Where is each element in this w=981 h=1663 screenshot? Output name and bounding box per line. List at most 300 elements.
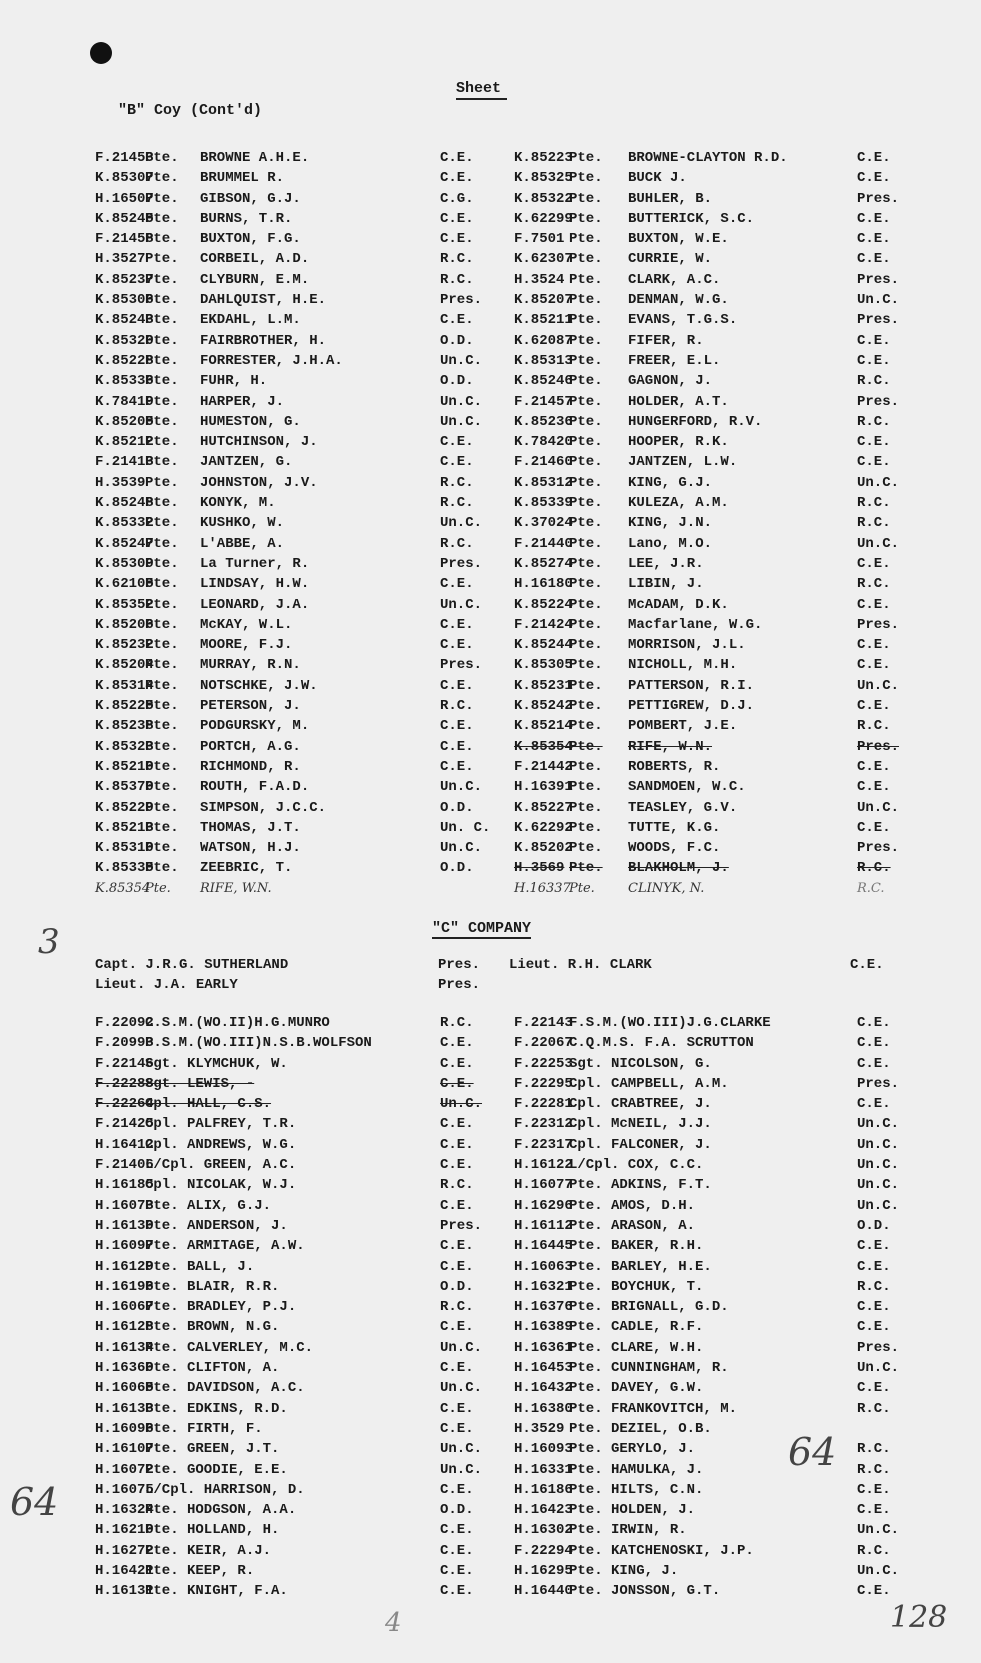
rank: Pte.: [145, 210, 179, 227]
rank: Pte.: [145, 434, 179, 451]
rank: Pte.: [569, 677, 603, 694]
rank: Pte.: [569, 373, 603, 390]
rank: Pte.: [569, 576, 603, 593]
service-no: F.22092: [95, 1015, 154, 1031]
service-no: K.85335: [95, 860, 154, 877]
name: MORRISON, J.L.: [628, 637, 746, 654]
roster-row: [0, 495, 981, 515]
roster-row: [0, 637, 981, 657]
rank-name: Pte. CALVERLEY, M.C.: [145, 1339, 314, 1356]
service-no: H.16180: [514, 576, 573, 593]
service-no: K.85244: [514, 637, 573, 654]
roster-row: [0, 1177, 981, 1197]
religion: C.E.: [857, 251, 891, 268]
service-no: H.16077: [514, 1177, 573, 1194]
religion: Pres.: [440, 292, 483, 309]
c-company-officers: [0, 957, 981, 997]
rank-name: Pte. BARLEY, H.E.: [569, 1258, 712, 1275]
religion: Pres.: [857, 312, 900, 329]
rank-name: L/Cpl. COX, C.C.: [569, 1157, 704, 1174]
religion: C.E.: [440, 1400, 474, 1417]
religion: R.C.: [440, 474, 474, 491]
roster-row: [0, 1380, 981, 1400]
rank: Pte.: [145, 251, 179, 268]
service-no: F.21406: [95, 1157, 154, 1174]
roster-row: [0, 292, 981, 312]
religion: C.E.: [857, 1299, 891, 1316]
service-no: H.16134: [95, 1339, 154, 1356]
name: SANDMOEN, W.C.: [628, 779, 746, 796]
service-no: H.16331: [514, 1461, 573, 1478]
rank: Pte.: [569, 718, 603, 735]
service-no: F.22294: [514, 1542, 573, 1559]
rank-name: Cpl. CRABTREE, J.: [569, 1096, 712, 1113]
roster-row: [0, 1563, 981, 1583]
name: EVANS, T.G.S.: [628, 312, 738, 329]
religion: Un.C.: [440, 1096, 483, 1113]
rank-name: Pte. DAVEY, G.W.: [569, 1380, 704, 1397]
service-no: F.22317: [514, 1136, 573, 1153]
religion: O.D.: [857, 1217, 891, 1234]
name: GIBSON, G.J.: [200, 190, 301, 207]
service-no: K.85307: [95, 170, 154, 187]
rank-name: C.Q.M.S. F.A. SCRUTTON: [569, 1035, 754, 1052]
service-no: H.16302: [514, 1522, 573, 1539]
rank: Pte.: [145, 271, 179, 288]
religion: C.E.: [857, 779, 891, 796]
service-no: H.16065: [95, 1380, 154, 1397]
roster-row: [0, 434, 981, 454]
roster-row: [0, 1583, 981, 1603]
religion: R.C.: [857, 495, 891, 512]
religion: C.E.: [440, 1075, 474, 1092]
religion: R.C.: [440, 1177, 474, 1194]
name: NICHOLL, M.H.: [628, 657, 738, 674]
religion: R.C.: [857, 576, 891, 593]
religion: C.E.: [857, 231, 891, 248]
religion: O.D.: [440, 1502, 474, 1519]
rank: Pte.: [569, 495, 603, 512]
service-no: H.3529: [514, 1420, 565, 1437]
religion: Pres.: [440, 555, 483, 572]
name: CLYBURN, E.M.: [200, 271, 310, 288]
roster-row: [0, 860, 981, 880]
religion: C.E.: [857, 434, 891, 451]
religion: C.E.: [857, 1096, 891, 1113]
service-no: H.16073: [95, 1197, 154, 1214]
rank-name: Pte. BAKER, R.H.: [569, 1238, 704, 1255]
service-no: K.85237: [95, 271, 154, 288]
rank: Pte.: [145, 840, 179, 857]
c-company-heading: "C" COMPANY: [432, 920, 532, 937]
roster-row: [0, 1522, 981, 1542]
margin-note-bottom: 4: [385, 1608, 402, 1638]
rank-name: Cpl. FALCONER, J.: [569, 1136, 712, 1153]
religion: R.C.: [857, 1441, 891, 1458]
rank: Pte.: [569, 515, 603, 532]
rank-name: Pte. GERYLO, J.: [569, 1441, 696, 1458]
rank-name: Sgt. KLYMCHUK, W.: [145, 1055, 288, 1072]
religion: C.E.: [857, 758, 891, 775]
name: La Turner, R.: [200, 555, 310, 572]
service-no: K.85232: [95, 637, 154, 654]
name: WATSON, H.J.: [200, 840, 301, 857]
religion: R.C.: [440, 698, 474, 715]
roster-row: [0, 800, 981, 820]
religion: C.E.: [857, 1481, 891, 1498]
religion: C.E.: [440, 231, 474, 248]
religion: C.E.: [440, 1136, 474, 1153]
name: RIFE, W.N.: [628, 738, 713, 755]
religion: C.E.: [440, 758, 474, 775]
name: POMBERT, J.E.: [628, 718, 738, 735]
rank: Pte.: [569, 860, 603, 877]
religion: C.E.: [440, 1157, 474, 1174]
religion: Un.C.: [857, 474, 900, 491]
name: NOTSCHKE, J.W.: [200, 677, 318, 694]
religion: R.C.: [440, 1299, 474, 1316]
rank: Pte.: [145, 535, 179, 552]
religion: O.D.: [440, 860, 474, 877]
religion: Un.C.: [440, 840, 483, 857]
name: LINDSAY, H.W.: [200, 576, 310, 593]
religion: C.E.: [857, 1319, 891, 1336]
b-company-roster: [0, 150, 981, 881]
name: JOHNSTON, J.V.: [200, 474, 318, 491]
rank: Pte.: [145, 332, 179, 349]
roster-row: [0, 1340, 981, 1360]
service-no: H.16063: [514, 1258, 573, 1275]
service-no: K.85210: [95, 758, 154, 775]
service-no: K.85306: [95, 292, 154, 309]
service-no: K.85370: [95, 779, 154, 796]
name: PODGURSKY, M.: [200, 718, 310, 735]
rank: Pte.: [569, 271, 603, 288]
religion: C.E.: [440, 1420, 474, 1437]
religion: Pres.: [857, 1075, 900, 1092]
name: BLAKHOLM, J.: [628, 860, 729, 877]
service-no: H.3524: [514, 271, 565, 288]
handwritten-entry: CLINYK, N.: [628, 881, 705, 896]
rank-name: Pte. KING, J.: [569, 1563, 679, 1580]
religion: Pres.: [857, 1339, 900, 1356]
service-no: H.16445: [514, 1238, 573, 1255]
service-no: K.85339: [514, 495, 573, 512]
rank: Pte.: [569, 637, 603, 654]
name: LIBIN, J.: [628, 576, 704, 593]
name: FUHR, H.: [200, 373, 268, 390]
service-no: H.3569: [514, 860, 565, 877]
roster-row: [0, 373, 981, 393]
rank: Pte.: [569, 758, 603, 775]
rank: Pte.: [569, 657, 603, 674]
religion: Un.C.: [440, 596, 483, 613]
service-no: K.85204: [95, 657, 154, 674]
service-no: H.16129: [95, 1258, 154, 1275]
name: BUXTON, W.E.: [628, 231, 729, 248]
religion: C.E.: [440, 1238, 474, 1255]
service-no: F.21425: [95, 1116, 154, 1133]
religion: C.E.: [857, 1035, 891, 1052]
service-no: K.85336: [95, 373, 154, 390]
rank-name: Sgt. LEWIS, -: [145, 1075, 255, 1092]
service-no: H.16075: [95, 1481, 154, 1498]
service-no: K.85207: [514, 292, 573, 309]
service-no: H.16376: [514, 1299, 573, 1316]
religion: R.C.: [857, 860, 891, 877]
name: Macfarlane, W.G.: [628, 616, 763, 633]
margin-note-64-left: 64: [10, 1480, 59, 1524]
rank-name: Pte. CLARE, W.H.: [569, 1339, 704, 1356]
rank: Pte.: [145, 352, 179, 369]
name: HARPER, J.: [200, 393, 285, 410]
religion: C.E.: [440, 1258, 474, 1275]
rank: Pte.: [569, 393, 603, 410]
rank: Pte.: [145, 474, 179, 491]
religion: C.E.: [440, 1197, 474, 1214]
rank: Pte.: [145, 231, 179, 248]
c-company-roster: [0, 1015, 981, 1604]
name: McADAM, D.K.: [628, 596, 729, 613]
rank: Pte.: [145, 576, 179, 593]
rank-name: Pte. ANDERSON, J.: [145, 1217, 288, 1234]
religion: Un.C.: [857, 1157, 900, 1174]
roster-row: [0, 1299, 981, 1319]
rank-name: Pte. IRWIN, R.: [569, 1522, 687, 1539]
rank-name: Pte. KEIR, A.J.: [145, 1542, 272, 1559]
rank: Pte.: [145, 292, 179, 309]
roster-row: [0, 718, 981, 738]
name: BROWNE-CLAYTON R.D.: [628, 150, 788, 166]
rank-name: Pte. DEZIEL, O.B.: [569, 1420, 712, 1437]
religion: C.E.: [440, 150, 474, 166]
name: FIFER, R.: [628, 332, 704, 349]
name: JANTZEN, G.: [200, 454, 293, 471]
name: BUHLER, B.: [628, 190, 713, 207]
religion: C.E.: [857, 210, 891, 227]
religion: C.E.: [857, 1583, 891, 1600]
service-no: K.85229: [95, 799, 154, 816]
service-no: K.62292: [514, 819, 573, 836]
rank: Pte.: [145, 616, 179, 633]
name: Lano, M.O.: [628, 535, 713, 552]
religion: Un.C.: [857, 1522, 900, 1539]
service-no: F.22146: [95, 1055, 154, 1072]
service-no: F.22288: [95, 1075, 154, 1092]
religion: R.C.: [857, 1400, 891, 1417]
roster-row: [0, 1218, 981, 1238]
religion: R.C.: [857, 718, 891, 735]
rank: Pte.: [145, 718, 179, 735]
roster-row: [0, 556, 981, 576]
religion: C.E.: [440, 1542, 474, 1559]
rank: Pte.: [569, 616, 603, 633]
rank-name: Pte. HODGSON, A.A.: [145, 1502, 297, 1519]
religion: Un.C.: [440, 515, 483, 532]
service-no: H.16361: [514, 1339, 573, 1356]
rank: Pte.: [569, 454, 603, 471]
religion: C.E.: [440, 1116, 474, 1133]
rank-name: Pte. ARASON, A.: [569, 1217, 696, 1234]
service-no: H.16324: [95, 1502, 154, 1519]
rank: Pte.: [569, 434, 603, 451]
rank: Pte.: [145, 393, 179, 410]
rank-name: Pte. BALL, J.: [145, 1258, 255, 1275]
service-no: K.85223: [514, 150, 573, 166]
religion: R.C.: [440, 535, 474, 552]
name: DENMAN, W.G.: [628, 292, 729, 309]
officer-name: Lieut. R.H. CLARK: [509, 957, 652, 973]
name: EKDAHL, L.M.: [200, 312, 301, 329]
handwritten-entry: Pte.: [145, 881, 171, 896]
religion: O.D.: [440, 332, 474, 349]
religion: C.E.: [850, 957, 884, 973]
religion: Un.C.: [857, 1360, 900, 1377]
rank: Pte.: [145, 555, 179, 572]
service-no: F.22067: [514, 1035, 573, 1052]
service-no: F.21442: [514, 758, 573, 775]
service-no: H.16380: [514, 1400, 573, 1417]
religion: C.E.: [857, 1015, 891, 1031]
service-no: H.16185: [95, 1177, 154, 1194]
religion: R.C.: [857, 1542, 891, 1559]
roster-row: [0, 1157, 981, 1177]
service-no: H.16128: [95, 1319, 154, 1336]
religion: C.E.: [440, 454, 474, 471]
roster-row: [0, 312, 981, 332]
roster-row: [0, 1259, 981, 1279]
religion: C.E.: [857, 698, 891, 715]
religion: C.E.: [440, 1319, 474, 1336]
rank-name: Pte. ALIX, G.J.: [145, 1197, 272, 1214]
rank-name: Pte. HILTS, C.N.: [569, 1481, 704, 1498]
service-no: K.78420: [514, 434, 573, 451]
religion: C.E.: [440, 1583, 474, 1600]
rank-name: Pte. FRANKOVITCH, M.: [569, 1400, 738, 1417]
rank-name: Pte. DAVIDSON, A.C.: [145, 1380, 305, 1397]
roster-row: [0, 576, 981, 596]
religion: R.C.: [857, 1278, 891, 1295]
rank: Pte.: [569, 596, 603, 613]
name: FREER, E.L.: [628, 352, 721, 369]
religion: Pres.: [440, 657, 483, 674]
religion: C.E.: [857, 1380, 891, 1397]
roster-row: [0, 394, 981, 414]
name: TUTTE, K.G.: [628, 819, 721, 836]
religion: C.E.: [857, 352, 891, 369]
service-no: K.85238: [95, 718, 154, 735]
rank: Pte.: [569, 840, 603, 857]
religion: Pres.: [857, 190, 900, 207]
rank: Pte.: [145, 860, 179, 877]
service-no: F.7501: [514, 231, 565, 248]
service-no: H.16067: [95, 1299, 154, 1316]
name: FAIRBROTHER, H.: [200, 332, 327, 349]
service-no: H.16112: [514, 1217, 573, 1234]
rank-name: Pte. CUNNINGHAM, R.: [569, 1360, 729, 1377]
rank-name: Pte. EDKINS, R.D.: [145, 1400, 288, 1417]
religion: Un.C.: [857, 1177, 900, 1194]
service-no: K.85214: [514, 718, 573, 735]
religion: O.D.: [440, 799, 474, 816]
religion: Pres.: [857, 840, 900, 857]
roster-row: [0, 1076, 981, 1096]
service-no: H.3527: [95, 251, 146, 268]
roster-row: [0, 515, 981, 535]
service-no: K.85245: [95, 210, 154, 227]
rank: Pte.: [145, 657, 179, 674]
rank-name: Pte. KNIGHT, F.A.: [145, 1583, 288, 1600]
name: WOODS, F.C.: [628, 840, 721, 857]
rank: Pte.: [145, 698, 179, 715]
officer-row: [0, 977, 981, 997]
company-continued-heading: "B" Coy (Cont'd): [118, 102, 263, 119]
service-no: K.85228: [95, 352, 154, 369]
service-no: F.21424: [514, 616, 573, 633]
roster-row: [0, 759, 981, 779]
roster-row: [0, 678, 981, 698]
roster-row: [0, 150, 981, 170]
religion: C.E.: [440, 1563, 474, 1580]
service-no: K.78419: [95, 393, 154, 410]
rank-name: P.S.M.(WO.III)N.S.B.WOLFSON: [145, 1035, 372, 1052]
rank: Pte.: [569, 738, 603, 755]
service-no: H.16391: [514, 779, 573, 796]
rank-name: Pte. JONSSON, G.T.: [569, 1583, 721, 1600]
service-no: F.22143: [514, 1015, 573, 1031]
rank-name: Cpl. ANDREWS, W.G.: [145, 1136, 297, 1153]
name: KONYK, M.: [200, 495, 276, 512]
name: THOMAS, J.T.: [200, 819, 301, 836]
margin-note-3: 3: [38, 922, 60, 962]
service-no: K.85202: [514, 840, 573, 857]
rank-name: Pte. HOLLAND, H.: [145, 1522, 280, 1539]
service-no: H.16389: [514, 1319, 573, 1336]
service-no: H.16360: [95, 1360, 154, 1377]
name: KING, G.J.: [628, 474, 713, 491]
roster-row: [0, 1502, 981, 1522]
service-no: F.21457: [514, 393, 573, 410]
roster-row: [0, 353, 981, 373]
name: HOLDER, A.T.: [628, 393, 729, 410]
rank: Pte.: [145, 495, 179, 512]
rank: Pte.: [145, 677, 179, 694]
name: BRUMMEL R.: [200, 170, 285, 187]
rank: Pte.: [569, 231, 603, 248]
rank-name: Cpl. HALL, C.S.: [145, 1096, 272, 1113]
religion: C.E.: [440, 1360, 474, 1377]
religion: O.D.: [440, 1278, 474, 1295]
service-no: H.16122: [514, 1157, 573, 1174]
service-no: H.16210: [95, 1522, 154, 1539]
roster-row: [0, 1319, 981, 1339]
religion: R.C.: [857, 515, 891, 532]
service-no: K.85242: [514, 698, 573, 715]
religion: R.C.: [440, 271, 474, 288]
rank: Pte.: [569, 779, 603, 796]
religion: C.E.: [857, 637, 891, 654]
rank-name: Cpl. CAMPBELL, A.M.: [569, 1075, 729, 1092]
service-no: F.22264: [95, 1096, 154, 1113]
margin-note-corner: 128: [890, 1600, 948, 1635]
rank: Pte.: [569, 292, 603, 309]
religion: Pres.: [857, 393, 900, 410]
name: BROWNE A.H.E.: [200, 150, 310, 166]
rank-name: Pte. KATCHENOSKI, J.P.: [569, 1542, 754, 1559]
religion: C.E.: [440, 434, 474, 451]
service-no: K.85352: [95, 596, 154, 613]
service-no: K.85322: [514, 190, 573, 207]
